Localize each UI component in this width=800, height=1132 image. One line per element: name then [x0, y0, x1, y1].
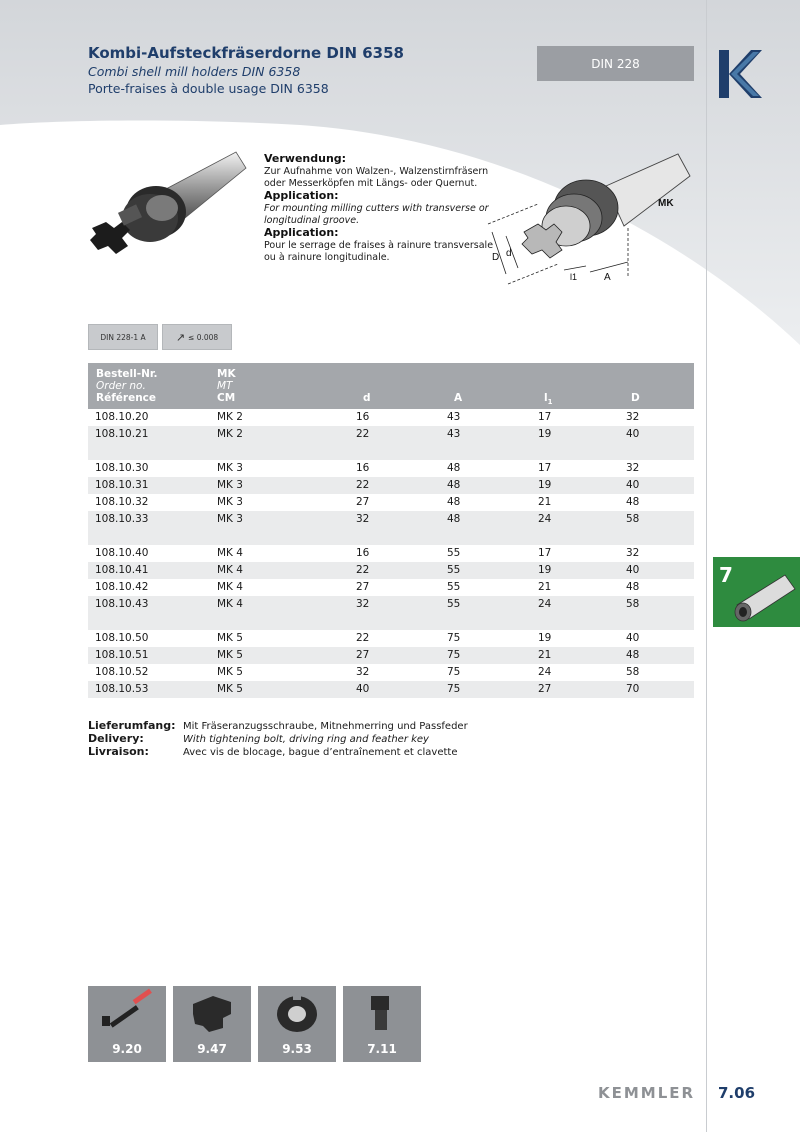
cell-l1: 17 — [538, 547, 552, 559]
cell-mk: MK 4 — [217, 564, 243, 576]
cell-no: 108.10.40 — [95, 547, 149, 559]
col-d: d — [363, 392, 371, 404]
table-row — [88, 494, 694, 511]
cell-l1: 24 — [538, 513, 552, 525]
cell-mk: MK 5 — [217, 666, 243, 678]
cell-l1: 21 — [538, 581, 552, 593]
cell-D: 40 — [626, 632, 640, 644]
cell-D: 40 — [626, 428, 640, 440]
drawing-label-D: D — [492, 252, 500, 263]
cell-no: 108.10.51 — [95, 649, 149, 661]
cell-no: 108.10.31 — [95, 479, 149, 491]
cell-d: 27 — [356, 649, 370, 661]
col-order-en: Order no. — [96, 380, 146, 392]
cell-D: 32 — [626, 411, 640, 423]
table-row — [88, 647, 694, 664]
cell-l1: 19 — [538, 632, 552, 644]
table-row — [88, 545, 694, 562]
cell-mk: MK 5 — [217, 683, 243, 695]
cell-l1: 17 — [538, 462, 552, 474]
tolerance-value: ≤ 0.008 — [188, 332, 219, 342]
spec-tolerance-box — [162, 324, 232, 350]
cell-D: 40 — [626, 564, 640, 576]
cell-D: 70 — [626, 683, 640, 695]
table-row — [88, 511, 694, 528]
cell-A: 75 — [447, 649, 461, 661]
drawing-label-l1: l1 — [570, 272, 578, 282]
col-order-fr: Référence — [96, 392, 157, 404]
spec-din-box: DIN 228-1 A — [88, 324, 158, 350]
cell-mk: MK 5 — [217, 649, 243, 661]
cell-l1: 24 — [538, 666, 552, 678]
cell-no: 108.10.21 — [95, 428, 149, 440]
ring-icon — [258, 986, 336, 1036]
cell-A: 55 — [447, 547, 461, 559]
cell-d: 22 — [356, 428, 370, 440]
table-row — [88, 579, 694, 596]
technical-drawing — [478, 146, 698, 296]
footer-brand: KEMMLER — [598, 1084, 696, 1102]
cell-l1: 19 — [538, 564, 552, 576]
accessory-ref-3: 9.53 — [282, 1042, 312, 1056]
cell-A: 55 — [447, 598, 461, 610]
accessory-ref-1: 9.20 — [112, 1042, 142, 1056]
cell-D: 58 — [626, 513, 640, 525]
cell-A: 75 — [447, 632, 461, 644]
drawing-label-A: A — [604, 272, 611, 283]
cell-D: 48 — [626, 496, 640, 508]
table-row — [88, 681, 694, 698]
cell-D: 40 — [626, 479, 640, 491]
usage-heading-en: Application: — [264, 189, 339, 202]
bolt-icon — [343, 986, 421, 1036]
cell-d: 16 — [356, 411, 370, 423]
cell-mk: MK 4 — [217, 598, 243, 610]
cell-d: 16 — [356, 547, 370, 559]
cell-mk: MK 4 — [217, 581, 243, 593]
cell-no: 108.10.43 — [95, 598, 149, 610]
page-number: 7.06 — [718, 1084, 756, 1102]
accessory-thumb-4[interactable] — [343, 986, 421, 1062]
col-A: A — [454, 392, 463, 404]
cell-D: 58 — [626, 666, 640, 678]
cell-d: 27 — [356, 581, 370, 593]
delivery-text-fr: Avec vis de blocage, bague d’entraînement et clavette — [183, 747, 458, 758]
cell-l1: 24 — [538, 598, 552, 610]
delivery-label-de: Lieferumfang: — [88, 719, 176, 732]
cell-no: 108.10.30 — [95, 462, 149, 474]
cell-d: 22 — [356, 632, 370, 644]
delivery-text-en: With tightening bolt, driving ring and feather key — [183, 734, 429, 745]
wrench-icon — [88, 986, 166, 1036]
cell-mk: MK 3 — [217, 496, 243, 508]
group-separator — [88, 613, 694, 630]
din-badge: DIN 228 — [537, 46, 694, 81]
cell-A: 48 — [447, 513, 461, 525]
usage-heading-de: Verwendung: — [264, 152, 347, 165]
cell-A: 55 — [447, 581, 461, 593]
accessory-thumb-1[interactable] — [88, 986, 166, 1062]
accessory-ref-2: 9.47 — [197, 1042, 227, 1056]
cell-A: 48 — [447, 462, 461, 474]
table-row — [88, 477, 694, 494]
cell-d: 32 — [356, 598, 370, 610]
cell-d: 27 — [356, 496, 370, 508]
title-english: Combi shell mill holders DIN 6358 — [88, 64, 301, 79]
cell-d: 32 — [356, 513, 370, 525]
cell-mk: MK 4 — [217, 547, 243, 559]
cell-A: 43 — [447, 411, 461, 423]
table-row — [88, 630, 694, 647]
chapter-number: 7 — [719, 563, 733, 587]
cell-d: 22 — [356, 479, 370, 491]
table-row — [88, 460, 694, 477]
cell-l1: 27 — [538, 683, 552, 695]
cell-d: 22 — [356, 564, 370, 576]
usage-text-en: For mounting milling cutters with transverse or longitudinal groove. — [264, 203, 489, 226]
cell-D: 32 — [626, 462, 640, 474]
usage-heading-fr: Application: — [264, 226, 339, 239]
delivery-label-fr: Livraison: — [88, 745, 149, 758]
cell-A: 75 — [447, 666, 461, 678]
cell-no: 108.10.42 — [95, 581, 149, 593]
runout-arrow-icon: ↗ — [175, 330, 186, 344]
delivery-text-de: Mit Fräseranzugsschraube, Mitnehmerring und Passfeder — [183, 721, 468, 732]
cell-A: 75 — [447, 683, 461, 695]
group-separator — [88, 443, 694, 460]
table-header — [88, 363, 694, 409]
col-taper-en: MT — [217, 380, 233, 392]
col-l1-letter: l — [544, 392, 548, 404]
col-taper-de: MK — [217, 368, 236, 380]
cell-D: 32 — [626, 547, 640, 559]
accessory-thumb-3[interactable] — [258, 986, 336, 1062]
cell-A: 55 — [447, 564, 461, 576]
cell-A: 48 — [447, 496, 461, 508]
cell-mk: MK 2 — [217, 411, 243, 423]
kemmler-logo-icon — [717, 48, 763, 100]
cell-no: 108.10.41 — [95, 564, 149, 576]
cell-d: 40 — [356, 683, 370, 695]
usage-text-de: Zur Aufnahme von Walzen-, Walzenstirnfräsern oder Messerköpfen mit Längs- oder Quernut. — [264, 166, 489, 189]
accessory-thumb-2[interactable] — [173, 986, 251, 1062]
cell-no: 108.10.50 — [95, 632, 149, 644]
table-row — [88, 409, 694, 426]
cell-mk: MK 2 — [217, 428, 243, 440]
cell-l1: 19 — [538, 428, 552, 440]
cell-d: 32 — [356, 666, 370, 678]
cell-A: 43 — [447, 428, 461, 440]
cell-no: 108.10.53 — [95, 683, 149, 695]
col-l1 — [544, 392, 552, 408]
cell-D: 48 — [626, 581, 640, 593]
sleeve-icon — [729, 565, 797, 623]
col-l1-sub: 1 — [547, 398, 553, 407]
cell-no: 108.10.52 — [95, 666, 149, 678]
cell-no: 108.10.32 — [95, 496, 149, 508]
cell-l1: 21 — [538, 496, 552, 508]
drawing-label-d: d — [506, 248, 512, 259]
cell-l1: 19 — [538, 479, 552, 491]
cell-D: 58 — [626, 598, 640, 610]
title-french: Porte-fraises à double usage DIN 6358 — [88, 81, 329, 96]
col-order-de: Bestell-Nr. — [96, 368, 158, 380]
margin-line — [706, 0, 707, 1132]
table-row — [88, 596, 694, 613]
col-D: D — [631, 392, 640, 404]
cell-no: 108.10.33 — [95, 513, 149, 525]
cell-d: 16 — [356, 462, 370, 474]
title-german: Kombi-Aufsteckfräserdorne DIN 6358 — [88, 44, 404, 62]
accessory-ref-4: 7.11 — [367, 1042, 397, 1056]
cell-l1: 17 — [538, 411, 552, 423]
delivery-label-en: Delivery: — [88, 732, 144, 745]
product-photo-icon — [84, 150, 254, 275]
page-header — [88, 44, 508, 97]
drawing-label-mk: MK — [658, 198, 674, 209]
cell-no: 108.10.20 — [95, 411, 149, 423]
table-row — [88, 562, 694, 579]
usage-text-fr: Pour le serrage de fraises à rainure transversale ou à rainure longitudinale. — [264, 240, 494, 263]
usage-text — [264, 152, 504, 263]
cell-l1: 21 — [538, 649, 552, 661]
cell-mk: MK 3 — [217, 462, 243, 474]
cell-mk: MK 5 — [217, 632, 243, 644]
driving-ring-icon — [173, 986, 251, 1036]
cell-D: 48 — [626, 649, 640, 661]
cell-A: 48 — [447, 479, 461, 491]
table-row — [88, 426, 694, 443]
group-separator — [88, 528, 694, 545]
cell-mk: MK 3 — [217, 479, 243, 491]
table-row — [88, 664, 694, 681]
col-taper-fr: CM — [217, 392, 236, 404]
chapter-tab[interactable] — [713, 557, 800, 627]
cell-mk: MK 3 — [217, 513, 243, 525]
